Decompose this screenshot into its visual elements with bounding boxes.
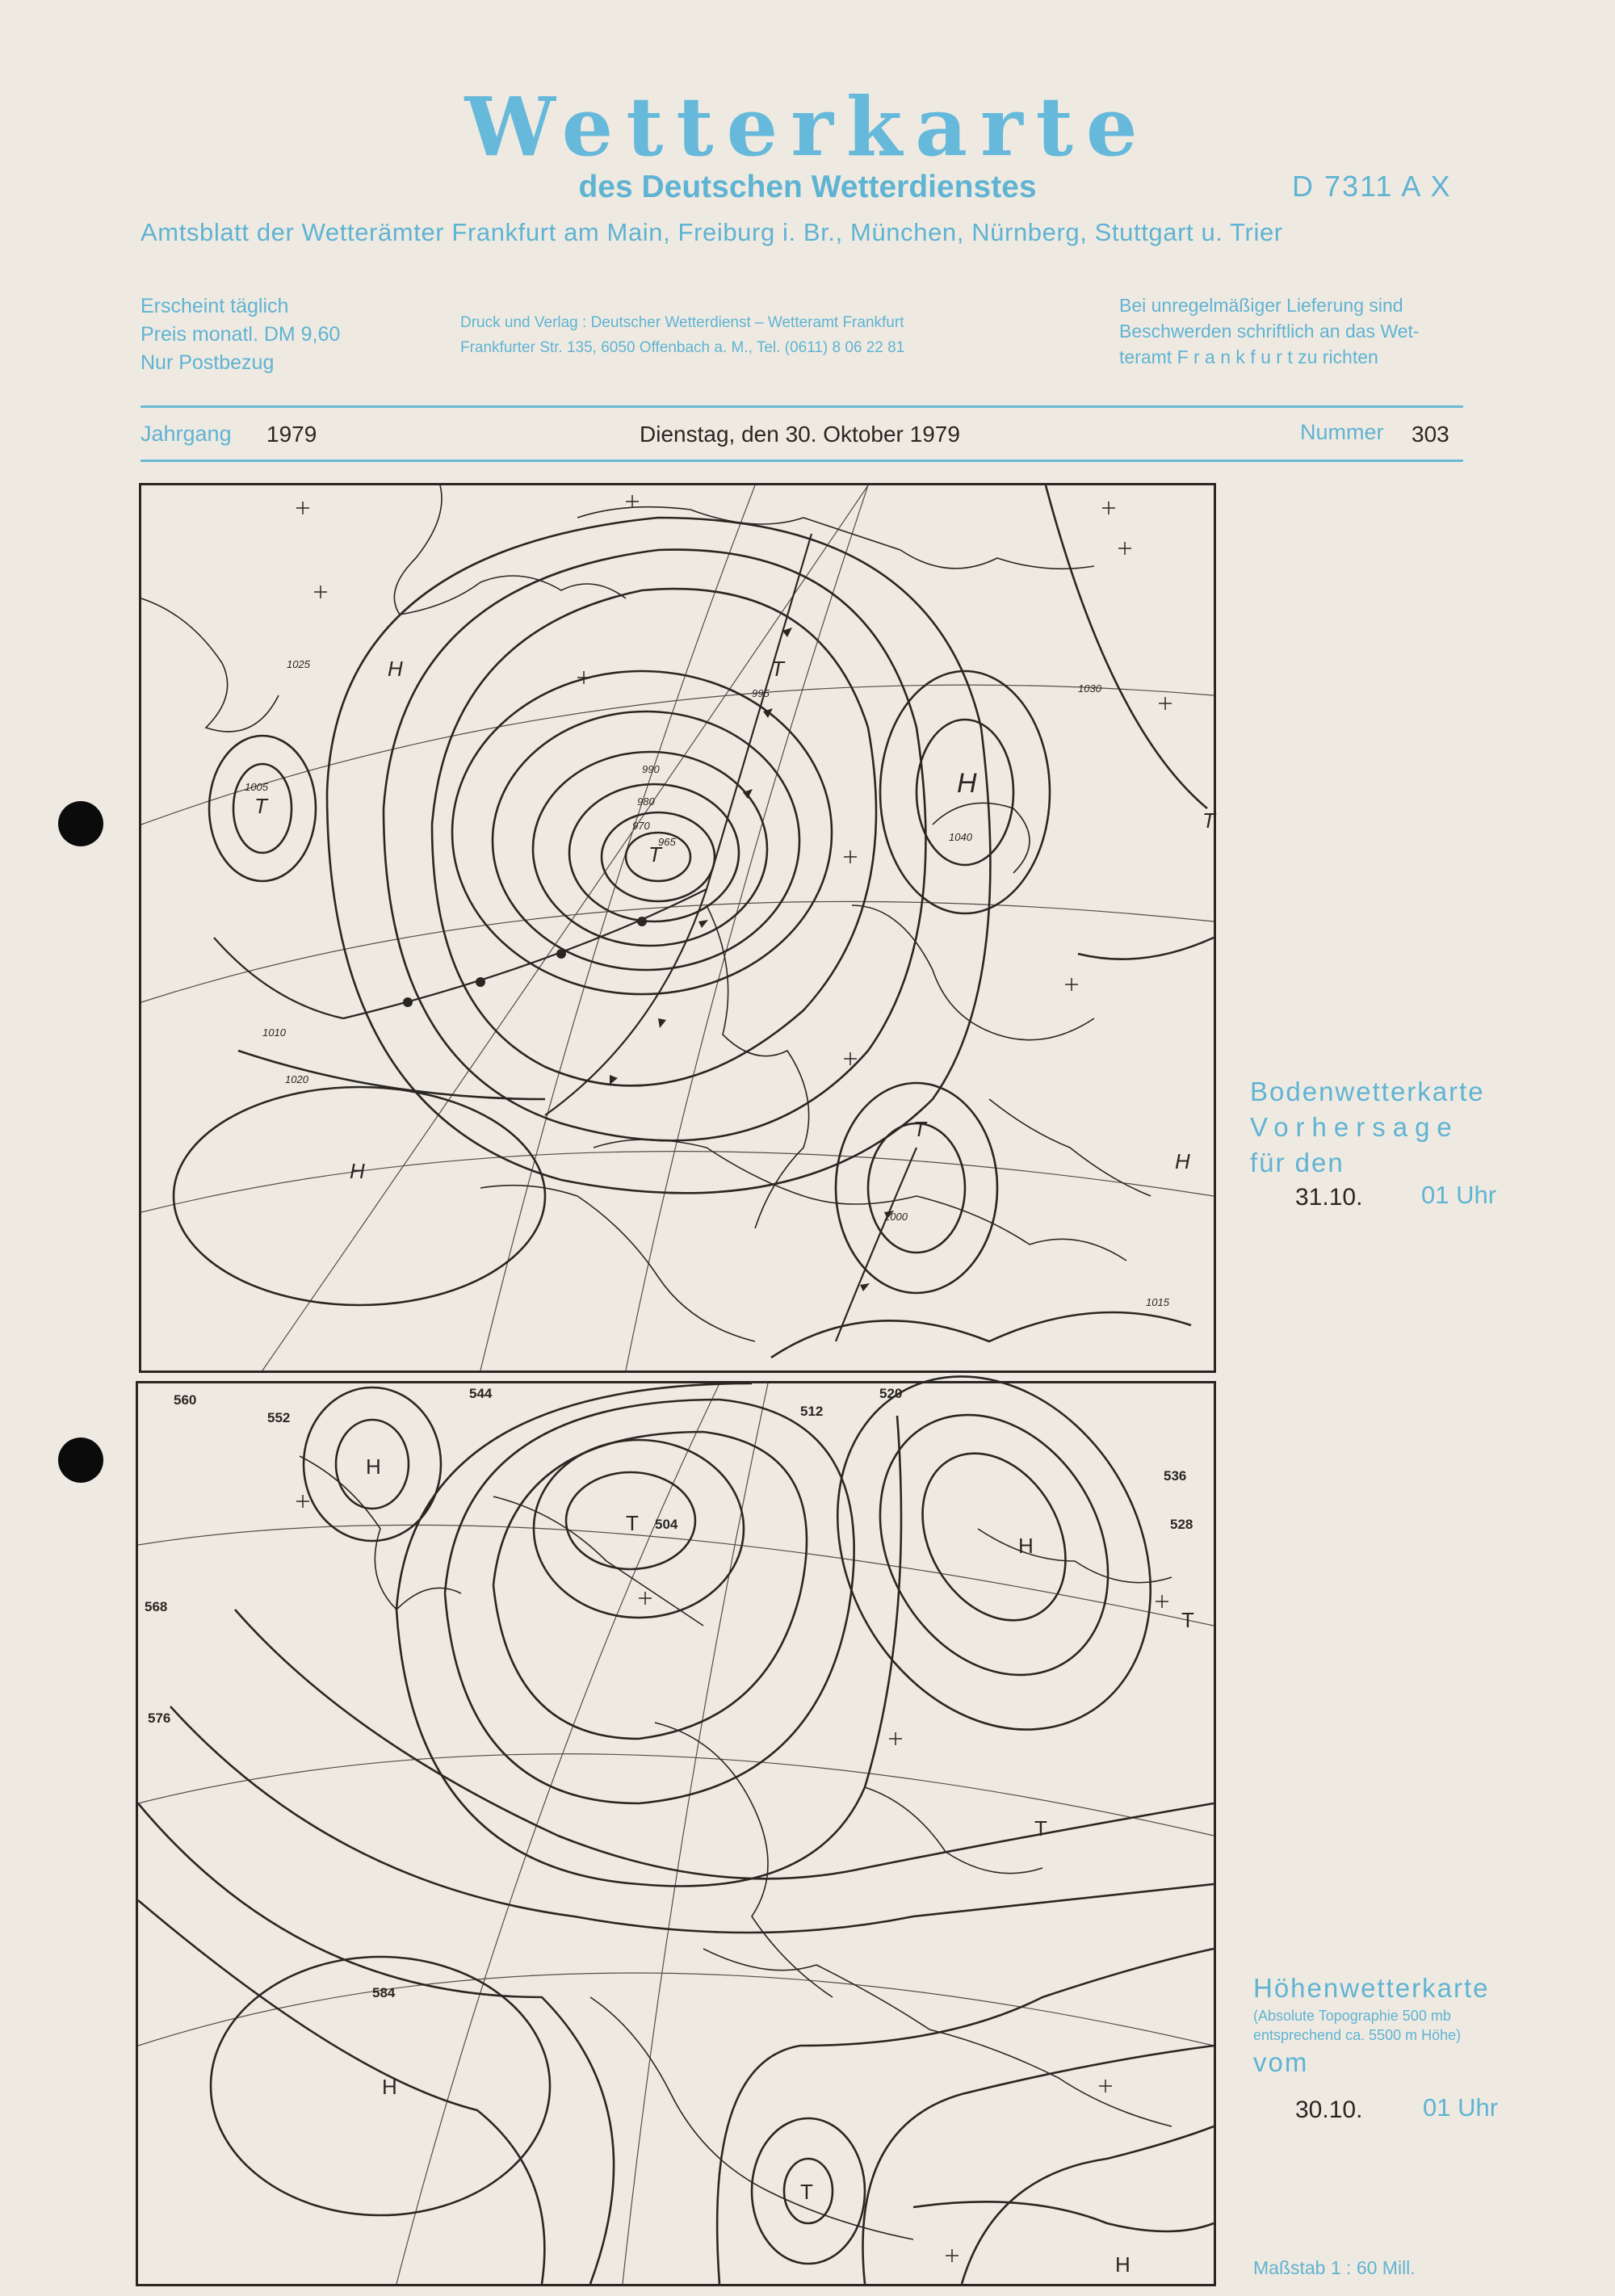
upper-map-date: 30.10. (1295, 2097, 1363, 2123)
contour-label: 528 (1170, 1517, 1193, 1532)
surface-map-caption (1250, 1074, 1485, 1181)
upper-map-caption (1253, 1971, 1489, 2080)
info-line: Frankfurter Str. 135, 6050 Offenbach a. M., Tel. (0611) 8 06 22 81 (460, 339, 905, 356)
upper-low-north: T (626, 1511, 639, 1535)
info-line: Druck und Verlag : Deutscher Wetterdienst – Wetteramt Frankfurt (460, 314, 904, 331)
caption-line: entsprechend ca. 5500 m Höhe) (1253, 2027, 1462, 2043)
contour-label: 520 (879, 1386, 903, 1401)
surface-coastlines (141, 485, 1151, 1341)
upper-low-south: T (800, 2180, 813, 2204)
contour-label: 504 (655, 1517, 678, 1532)
upper-high-sw: H (382, 2075, 397, 2099)
surface-map-drawing (141, 485, 1214, 1370)
issn-code: D 7311 A X (1292, 170, 1452, 203)
info-line: Bei unregelmäßiger Lieferung sind (1119, 295, 1403, 316)
year-value: 1979 (266, 422, 317, 447)
surface-low-main: T (648, 842, 661, 867)
caption-line: Bodenwetterkarte (1250, 1077, 1485, 1106)
surface-low-east: T (1202, 808, 1215, 833)
upper-high-se: H (1115, 2252, 1130, 2277)
isobar-label: 1025 (287, 658, 310, 670)
upper-map-drawing (138, 1383, 1214, 2284)
surface-map-date: 31.10. (1295, 1184, 1363, 1211)
info-line: Beschwerden schriftlich an das Wet- (1119, 321, 1420, 342)
isobar-label: 990 (642, 763, 660, 775)
surface-fronts (214, 534, 917, 1341)
caption-line: vom (1253, 2047, 1309, 2077)
contour-label: 536 (1164, 1468, 1187, 1484)
surface-high-west: H (388, 657, 403, 681)
info-line: Nur Postbezug (141, 351, 275, 374)
masthead-subtitle: des Deutschen Wetterdienstes (578, 170, 1037, 204)
caption-line: (Absolute Topographie 500 mb (1253, 2008, 1451, 2024)
isobar-label: 1040 (949, 831, 972, 843)
year-label: Jahrgang (141, 422, 232, 446)
caption-line: für den (1250, 1148, 1344, 1177)
surface-high-russia: H (957, 768, 977, 799)
isobar-label: 980 (637, 795, 655, 808)
isobar-label: 965 (658, 836, 676, 848)
punch-hole-top (58, 801, 103, 846)
contour-label: 512 (800, 1404, 824, 1419)
surface-low-med: T (913, 1117, 926, 1141)
surface-high-atlantic: H (350, 1159, 365, 1183)
amtsblatt-line: Amtsblatt der Wetterämter Frankfurt am Main, Freiburg i. Br., München, Nürnberg, Stuttgart u. Trier (141, 218, 1283, 246)
upper-air-map (136, 1381, 1216, 2286)
contour-label: 576 (148, 1710, 171, 1726)
isobar-label: 970 (632, 820, 650, 832)
contour-label: 584 (372, 1985, 396, 2000)
upper-low-east: T (1181, 1608, 1194, 1632)
number-label: Nummer (1300, 420, 1384, 444)
caption-line: Höhenwetterkarte (1253, 1973, 1490, 2003)
isobar-label: 1005 (245, 781, 268, 793)
contour-label: 544 (469, 1386, 493, 1401)
surface-map-hour: 01 Uhr (1421, 1181, 1497, 1209)
caption-line: Vorhersage (1250, 1112, 1459, 1142)
info-publisher (460, 310, 904, 360)
upper-high-nw: H (366, 1454, 381, 1479)
contour-label: 560 (174, 1392, 197, 1408)
surface-low-west: T (254, 794, 267, 818)
info-subscription (141, 292, 340, 377)
upper-coastlines (300, 1456, 1172, 2239)
isobar-label: 1015 (1146, 1296, 1169, 1308)
upper-low-center: T (1034, 1816, 1047, 1841)
surface-graticule (141, 485, 1214, 1370)
isobar-label: 1010 (262, 1026, 286, 1039)
surface-isobars (174, 485, 1214, 1358)
info-complaints (1119, 292, 1420, 370)
number-value: 303 (1412, 422, 1449, 447)
info-line: Preis monatl. DM 9,60 (141, 323, 341, 346)
isobar-label: 1000 (884, 1211, 908, 1223)
contour-label: 552 (267, 1410, 291, 1425)
info-line: teramt F r a n k f u r t zu richten (1119, 346, 1378, 367)
masthead-title: Wetterkarte (464, 79, 1151, 174)
contour-label: 568 (145, 1599, 168, 1614)
header-rule-bottom (141, 460, 1463, 462)
isobar-label: 1020 (285, 1073, 308, 1085)
issue-date: Dienstag, den 30. Oktober 1979 (640, 422, 960, 447)
isobar-label: 995 (752, 687, 770, 699)
info-line: Erscheint täglich (141, 295, 289, 317)
upper-high-ne: H (1018, 1534, 1034, 1558)
header-rule-top (141, 405, 1463, 408)
surface-low-north: T (771, 657, 784, 681)
surface-weather-map (139, 483, 1216, 1373)
upper-map-hour: 01 Uhr (1423, 2093, 1499, 2122)
punch-hole-bottom (58, 1438, 103, 1483)
surface-high-east: H (1175, 1149, 1190, 1173)
isobar-label: 1030 (1078, 682, 1101, 695)
issue-bar (141, 420, 1463, 452)
map-scale: Maßstab 1 : 60 Mill. (1253, 2257, 1416, 2278)
